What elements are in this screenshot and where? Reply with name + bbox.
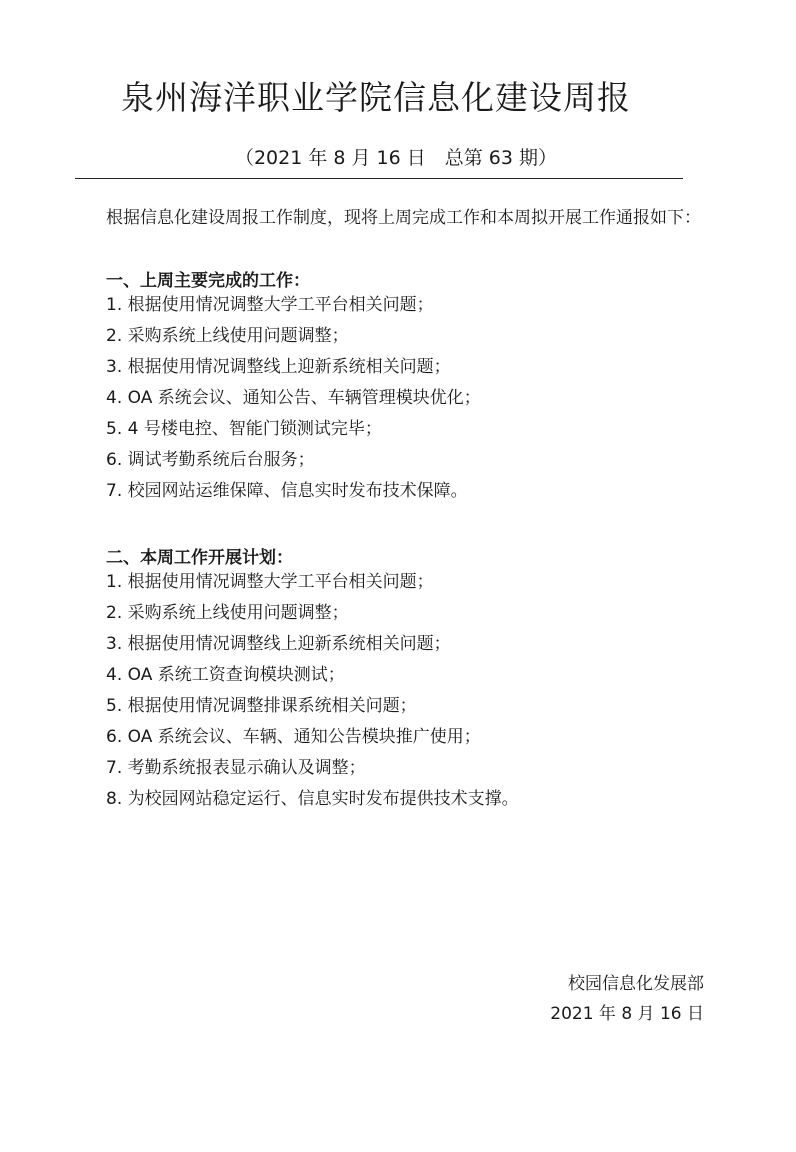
list-item: 4. OA 系统工资查询模块测试； xyxy=(106,665,345,685)
section-heading-last-week: 一、上周主要完成的工作： xyxy=(106,271,310,291)
list-item: 3. 根据使用情况调整线上迎新系统相关问题； xyxy=(106,357,451,377)
this-week-list xyxy=(106,567,519,815)
list-item: 4. OA 系统会议、通知公告、车辆管理模块优化； xyxy=(106,388,481,408)
list-item: 6. 调试考勤系统后台服务； xyxy=(106,450,315,470)
list-item: 7. 考勤系统报表显示确认及调整； xyxy=(106,758,366,778)
section-heading-this-week: 二、本周工作开展计划： xyxy=(106,548,293,568)
list-item: 6. OA 系统会议、车辆、通知公告模块推广使用； xyxy=(106,727,481,747)
list-item: 1. 根据使用情况调整大学工平台相关问题； xyxy=(106,572,434,592)
list-item: 5. 4 号楼电控、智能门锁测试完毕； xyxy=(106,419,382,439)
title-divider xyxy=(75,178,683,179)
document-title: 泉州海洋职业学院信息化建设周报 xyxy=(121,78,631,117)
list-item: 2. 采购系统上线使用问题调整； xyxy=(106,603,349,623)
last-week-list xyxy=(106,290,481,507)
signature-department: 校园信息化发展部 xyxy=(568,974,704,994)
list-item: 3. 根据使用情况调整线上迎新系统相关问题； xyxy=(106,634,451,654)
list-item: 5. 根据使用情况调整排课系统相关问题； xyxy=(106,696,417,716)
issue-info: （2021 年 8 月 16 日 总第 63 期） xyxy=(234,147,558,169)
list-item: 7. 校园网站运维保障、信息实时发布技术保障。 xyxy=(106,481,468,501)
list-item: 2. 采购系统上线使用问题调整； xyxy=(106,326,349,346)
list-item: 8. 为校园网站稳定运行、信息实时发布提供技术支撑。 xyxy=(106,789,519,809)
list-item: 1. 根据使用情况调整大学工平台相关问题； xyxy=(106,295,434,315)
intro-paragraph: 根据信息化建设周报工作制度，现将上周完成工作和本周拟开展工作通报如下： xyxy=(106,208,701,228)
signature-date: 2021 年 8 月 16 日 xyxy=(550,1004,704,1024)
